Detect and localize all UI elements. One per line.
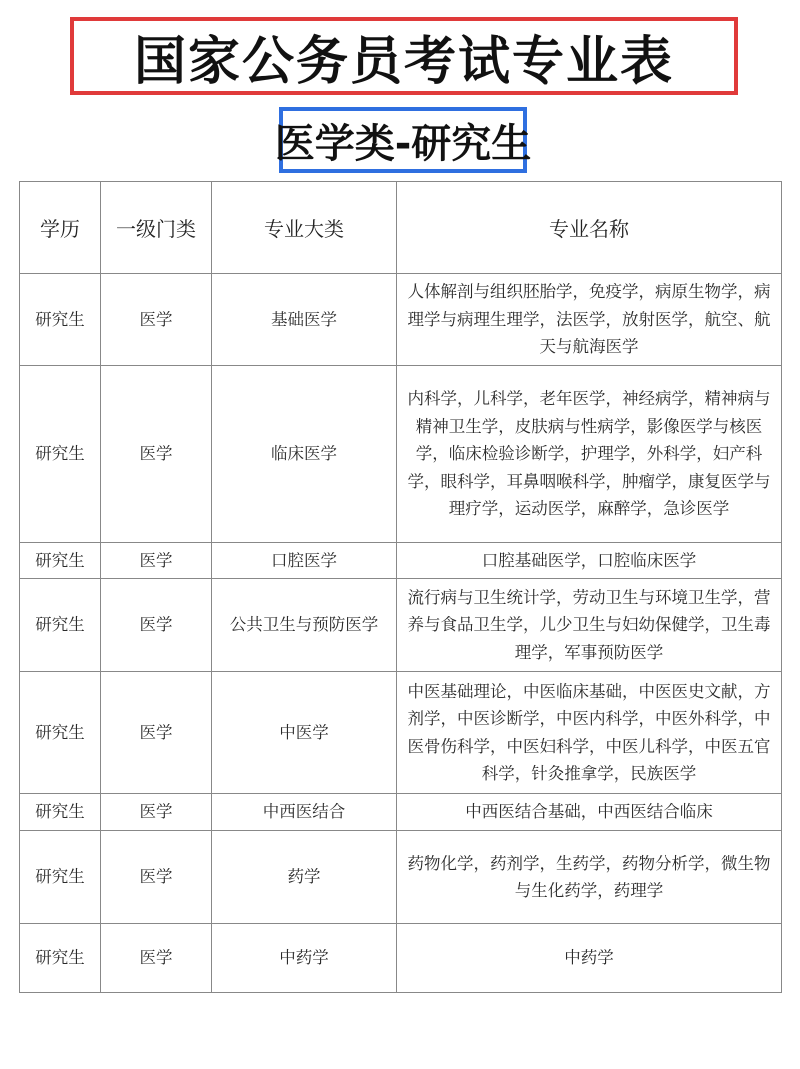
header-major-names: 专业名称 [397,182,782,274]
major-names-cell: 中医基础理论，中医临床基础，中医医史文献，方剂学，中医诊断学，中医内科学，中医外科学，中医骨伤科学，中医妇科学，中医儿科学，中医五官科学，针灸推拿学，民族医学 [397,672,782,794]
degree-cell: 研究生 [20,543,101,579]
major-names-cell: 内科学，儿科学，老年医学，神经病学，精神病与精神卫生学，皮肤病与性病学，影像医学与核医学，临床检验诊断学，护理学，外科学，妇产科学，眼科学，耳鼻咽喉科学，肿瘤学，康复医学与理疗学，运动医学，麻醉学，急诊医学 [397,366,782,543]
majors-table [19,181,782,993]
table-row [20,672,782,794]
major-names-cell: 口腔基础医学，口腔临床医学 [397,543,782,579]
major-class-cell: 中医学 [212,672,397,794]
page-title: 国家公务员考试专业表 [133,31,674,92]
title-frame [70,17,738,95]
table-header-row [20,182,782,274]
table-row [20,831,782,924]
table-row [20,274,782,366]
table-row [20,543,782,579]
table-row [20,924,782,993]
degree-cell: 研究生 [20,831,101,924]
major-class-cell: 公共卫生与预防医学 [212,579,397,672]
major-names-cell: 人体解剖与组织胚胎学，免疫学，病原生物学，病理学与病理生理学，法医学，放射医学，航空、航天与航海医学 [397,274,782,366]
category-cell: 医学 [101,543,212,579]
major-class-cell: 药学 [212,831,397,924]
degree-cell: 研究生 [20,579,101,672]
major-class-cell: 中西医结合 [212,794,397,831]
degree-cell: 研究生 [20,794,101,831]
table-row [20,579,782,672]
category-cell: 医学 [101,274,212,366]
major-names-cell: 药物化学，药剂学，生药学，药物分析学，微生物与生化药学，药理学 [397,831,782,924]
table-row [20,366,782,543]
major-names-cell: 中药学 [397,924,782,993]
major-class-cell: 口腔医学 [212,543,397,579]
category-cell: 医学 [101,794,212,831]
major-class-cell: 中药学 [212,924,397,993]
table-row [20,794,782,831]
major-class-cell: 基础医学 [212,274,397,366]
page-subtitle: 医学类-研究生 [274,120,532,167]
degree-cell: 研究生 [20,366,101,543]
category-cell: 医学 [101,579,212,672]
major-names-cell: 流行病与卫生统计学，劳动卫生与环境卫生学，营养与食品卫生学，儿少卫生与妇幼保健学，卫生毒理学，军事预防医学 [397,579,782,672]
degree-cell: 研究生 [20,274,101,366]
category-cell: 医学 [101,831,212,924]
degree-cell: 研究生 [20,672,101,794]
header-degree: 学历 [20,182,101,274]
major-class-cell: 临床医学 [212,366,397,543]
category-cell: 医学 [101,672,212,794]
category-cell: 医学 [101,924,212,993]
major-names-cell: 中西医结合基础，中西医结合临床 [397,794,782,831]
header-category: 一级门类 [101,182,212,274]
degree-cell: 研究生 [20,924,101,993]
subtitle-frame [274,107,532,173]
category-cell: 医学 [101,366,212,543]
header-major-class: 专业大类 [212,182,397,274]
